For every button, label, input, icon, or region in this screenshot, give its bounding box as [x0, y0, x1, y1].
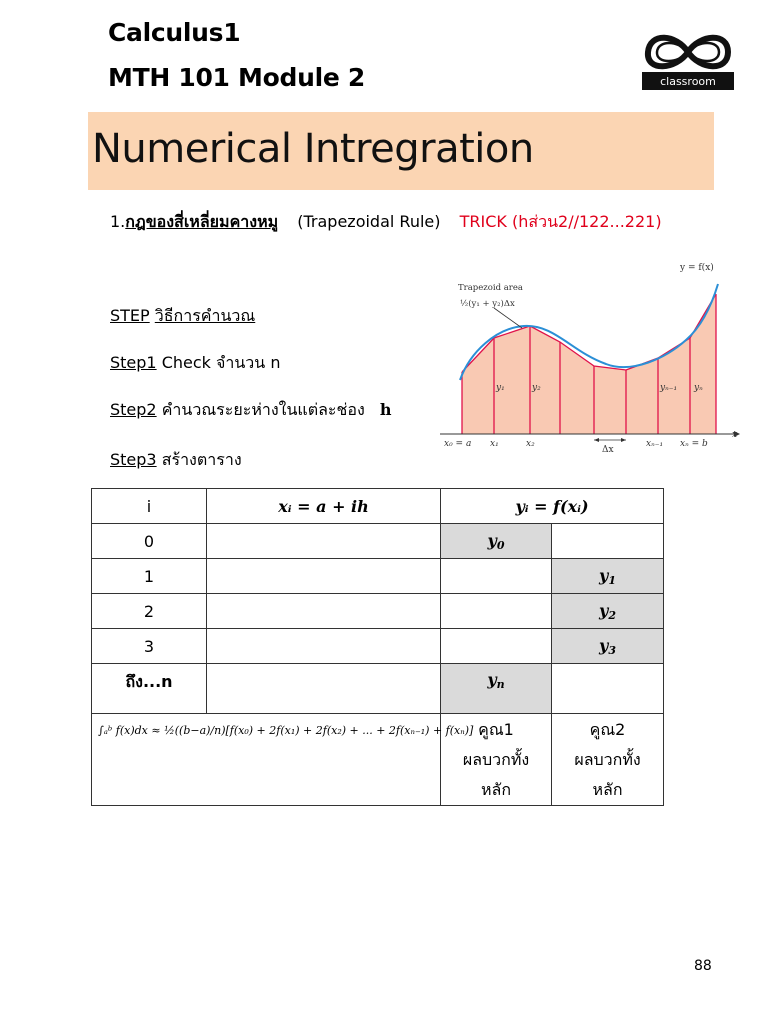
- table-row: [92, 594, 664, 629]
- row-xi: [207, 594, 441, 629]
- row-col1: [441, 629, 552, 664]
- step-heading-label: STEP: [110, 306, 150, 325]
- step2-label: Step2: [110, 400, 157, 419]
- step1-label: Step1: [110, 353, 157, 372]
- row-col2: $y_3$: [552, 629, 664, 664]
- row-col1: [441, 594, 552, 629]
- row-col2: [552, 664, 664, 714]
- yn-label: yₙ: [694, 383, 703, 393]
- table-formula-row: [92, 714, 664, 806]
- rule-number: 1.: [110, 212, 126, 231]
- row-col1: $y_n$: [441, 664, 552, 714]
- x-axis-label: x: [732, 430, 738, 440]
- x1-tick: x₁: [490, 439, 499, 449]
- row-xi: [207, 629, 441, 664]
- module-title: MTH 101 Module 2: [108, 63, 366, 92]
- xn-1-tick: xₙ₋₁: [646, 439, 664, 449]
- classroom-logo: [628, 8, 748, 112]
- multiplier2-cell: [552, 714, 664, 806]
- trapezoid-figure: [436, 256, 748, 460]
- row-col1: $y_0$: [441, 524, 552, 559]
- row-i: 0: [92, 524, 207, 559]
- row-xi: [207, 559, 441, 594]
- formula-cell: [92, 714, 474, 806]
- yn-1-label: yₙ₋₁: [660, 383, 678, 393]
- step3-text: สร้างตาราง: [161, 450, 242, 469]
- row-i: 2: [92, 594, 207, 629]
- sum-line2: หลัก: [592, 779, 623, 799]
- step3: [110, 448, 242, 473]
- xn-tick: xₙ = b: [680, 439, 708, 449]
- rule-thai-name: กฎของสี่เหลี่ยมคางหมู: [125, 212, 279, 231]
- table-row: [92, 664, 664, 714]
- step3-label: Step3: [110, 450, 157, 469]
- dx-tick: Δx: [602, 445, 614, 455]
- sum-line2: หลัก: [480, 779, 512, 799]
- infinity-icon: [628, 8, 748, 112]
- multiplier1-label: คูณ1: [478, 719, 514, 739]
- row-xi: [207, 524, 441, 559]
- step1-text: Check จำนวน n: [161, 353, 281, 372]
- function-label: y = f(x): [680, 263, 714, 273]
- header-xi: xᵢ = a + ih: [207, 489, 441, 524]
- trapezoid-area-label: Trapezoid area: [458, 283, 523, 293]
- step2-symbol: h: [379, 400, 392, 419]
- trapezoidal-formula: ∫ₐᵇ f(x)dx ≈ ½((b−a)/n)[f(x₀) + 2f(x₁) + 2f(x₂) + ... + 2f(xₙ₋₁) + f(xₙ)]: [98, 724, 474, 737]
- table-row: [92, 559, 664, 594]
- step1: [110, 351, 280, 376]
- table-row: [92, 524, 664, 559]
- rule-english-name: (Trapezoidal Rule): [297, 212, 441, 231]
- step2-text: คำนวณระยะห่างในแต่ละช่อง: [161, 400, 365, 419]
- x0-tick: x₀ = a: [444, 439, 472, 449]
- step2: [110, 398, 392, 423]
- row-col2: [552, 524, 664, 559]
- table-header-row: [92, 489, 664, 524]
- row-col2: $y_1$: [552, 559, 664, 594]
- multiplier2-label: คูณ2: [589, 719, 626, 739]
- row-xi: [207, 664, 441, 714]
- sum-line1: ผลบวกทั้ง: [462, 749, 530, 769]
- header-yi: yᵢ = f(xᵢ): [441, 489, 664, 524]
- trapezoid-table: [91, 488, 664, 806]
- header-i: i: [92, 489, 207, 524]
- row-col2: $y_2$: [552, 594, 664, 629]
- banner-title: Numerical Intregration: [92, 126, 534, 172]
- sum-line1: ผลบวกทั้ง: [574, 749, 641, 769]
- row-col1: [441, 559, 552, 594]
- row-i: 3: [92, 629, 207, 664]
- page-number: 88: [694, 958, 712, 974]
- trapezoid-area-formula: ½(y₁ + y₂)Δx: [460, 299, 515, 309]
- course-title: Calculus1: [108, 18, 241, 47]
- rule-line: [110, 210, 662, 235]
- trick-note: TRICK (hส่วน2//122...221): [459, 212, 662, 231]
- row-i: ถึง...n: [92, 664, 207, 714]
- step-heading-text: วิธีการคำนวณ: [154, 306, 256, 325]
- row-i: 1: [92, 559, 207, 594]
- y2-label: y₂: [532, 383, 541, 393]
- y1-label: y₁: [496, 383, 505, 393]
- logo-text: classroom: [660, 75, 716, 88]
- table-row: [92, 629, 664, 664]
- step-heading: [110, 304, 255, 329]
- x2-tick: x₂: [526, 439, 535, 449]
